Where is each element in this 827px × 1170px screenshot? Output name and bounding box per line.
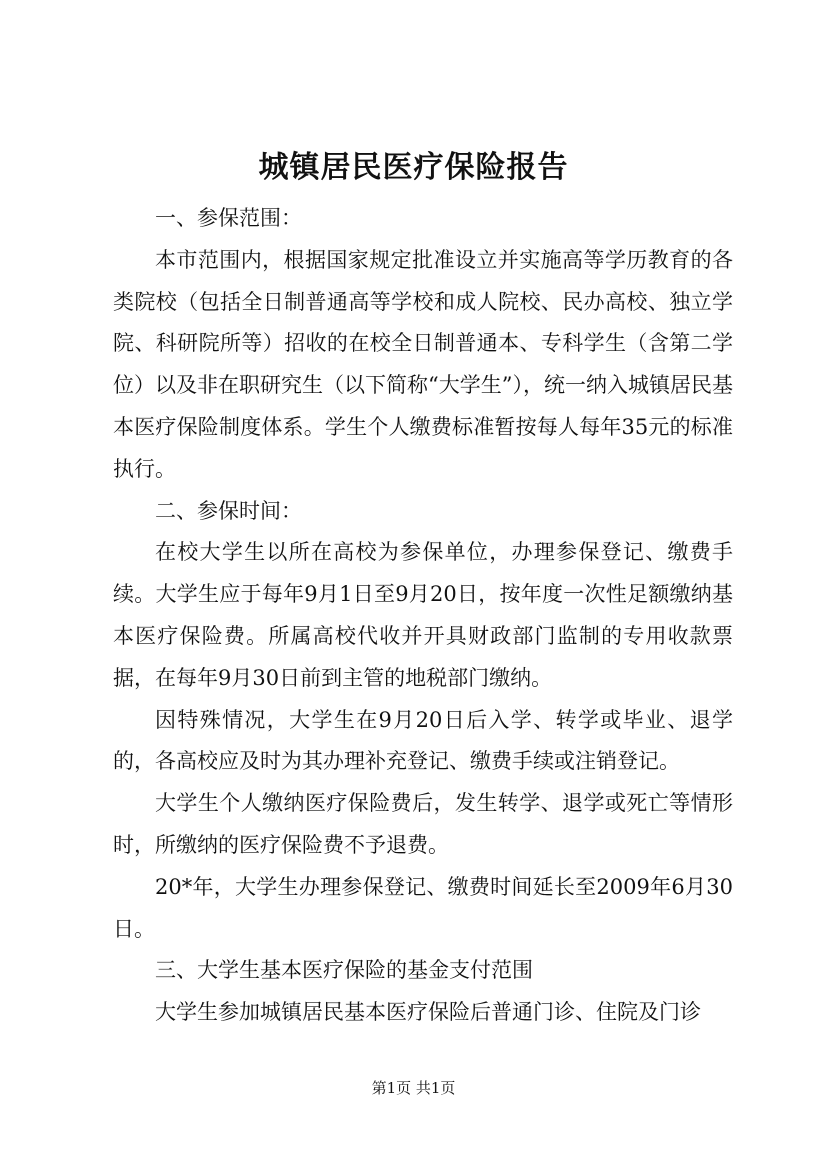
section-heading-fund-scope: 三、大学生基本医疗保险的基金支付范围 [155, 958, 533, 983]
paragraph-extension: 20*年，大学生办理参保登记、缴费时间延长至2009年6月30日。 [113, 874, 733, 941]
section-heading-time: 二、参保时间： [155, 498, 302, 523]
document-title: 城镇居民医疗保险报告 [258, 150, 569, 185]
paragraph-time-detail: 在校大学生以所在高校为参保单位，办理参保登记、缴费手续。大学生应于每年9月1日至9月20日，按年度一次性足额缴纳基本医疗保险费。所属高校代收并开具财政部门监制的专用收款票据，在每年9月30日前到主管的地税部门缴纳。 [113, 540, 733, 690]
paragraph-no-refund: 大学生个人缴纳医疗保险费后，发生转学、退学或死亡等情形时，所缴纳的医疗保险费不予退费。 [113, 791, 733, 857]
section-heading-scope: 一、参保范围： [155, 206, 302, 230]
paragraph-special-cases: 因特殊情况，大学生在9月20日后入学、转学或毕业、退学的，各高校应及时为其办理补充登记、缴费手续或注销登记。 [113, 707, 733, 774]
paragraph-scope-detail: 本市范围内，根据国家规定批准设立并实施高等学历教育的各类院校（包括全日制普通高等学校和成人院校、民办高校、独立学院、科研院所等）招收的在校全日制普通本、专科学生（含第二学位）以及非在职研究生（以下简称“大学生”），统一纳入城镇居民基本医疗保险制度体系。学生个人缴费标准暂按每人每年35元的标准执行。 [113, 247, 733, 481]
paragraph-fund-scope-detail: 大学生参加城镇居民基本医疗保险后普通门诊、住院及门诊 [155, 1000, 701, 1025]
document-body [113, 198, 733, 1034]
page-footer: 第1页 共1页 [371, 1079, 456, 1097]
